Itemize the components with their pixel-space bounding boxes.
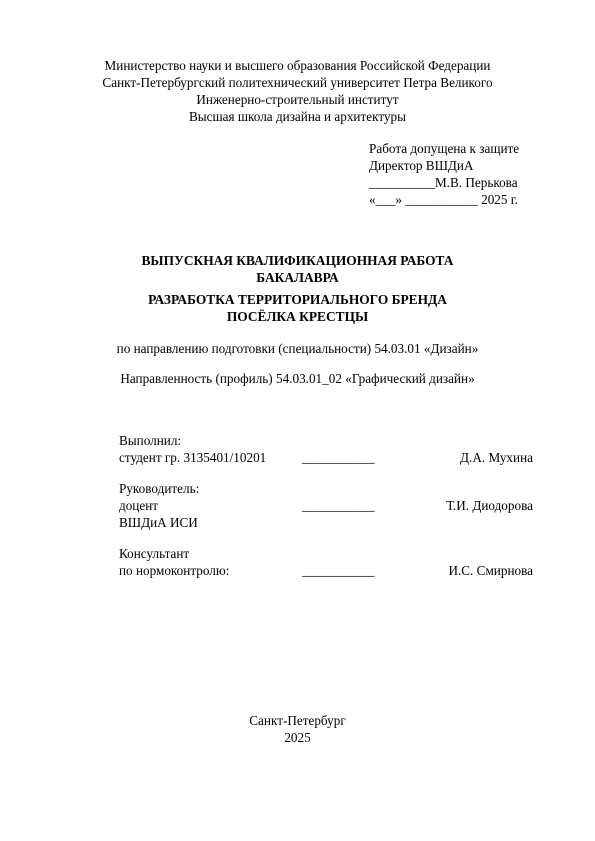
consultant-name: И.С. Смирнова — [448, 563, 533, 578]
student-label: студент гр. 3135401/10201 — [119, 450, 267, 465]
footer-year: 2025 — [284, 730, 311, 745]
footer-city: Санкт-Петербург — [249, 713, 346, 728]
work-type-line1: ВЫПУСКНАЯ КВАЛИФИКАЦИОННАЯ РАБОТА — [141, 253, 454, 268]
consultant-signature-line: ___________ — [302, 563, 375, 578]
university-line: Санкт-Петербургский политехнический университет Петра Великого — [102, 75, 493, 90]
topic-line1: РАЗРАБОТКА ТЕРРИТОРИАЛЬНОГО БРЕНДА — [148, 292, 447, 307]
supervisor-position: доцент — [119, 498, 159, 513]
approval-date: «___» ___________ 2025 г. — [369, 192, 518, 207]
supervisor-dept: ВШДиА ИСИ — [119, 515, 198, 530]
supervisor-signature-line: ___________ — [302, 498, 375, 513]
supervisor-label: Руководитель: — [119, 481, 200, 496]
student-name: Д.А. Мухина — [460, 450, 533, 465]
approval-signature: __________М.В. Перькова — [369, 175, 518, 190]
approval-admitted: Работа допущена к защите — [369, 141, 520, 156]
student-signature-line: ___________ — [302, 450, 375, 465]
supervisor-name: Т.И. Диодорова — [446, 498, 533, 513]
profile-line: Направленность (профиль) 54.03.01_02 «Графический дизайн» — [120, 371, 475, 386]
direction-line: по направлению подготовки (специальности) 54.03.01 «Дизайн» — [116, 341, 479, 356]
consultant-label: Консультант — [119, 546, 190, 561]
ministry-line: Министерство науки и высшего образования Российской Федерации — [104, 58, 491, 73]
topic-line2: ПОСЁЛКА КРЕСТЦЫ — [226, 309, 369, 324]
school-line: Высшая школа дизайна и архитектуры — [189, 109, 406, 124]
institute-line: Инженерно-строительный институт — [196, 92, 399, 107]
work-type-line2: БАКАЛАВРА — [256, 270, 339, 285]
consultant-area: по нормоконтролю: — [119, 563, 230, 578]
approval-director: Директор ВШДиА — [369, 158, 474, 173]
performed-label: Выполнил: — [119, 433, 182, 448]
